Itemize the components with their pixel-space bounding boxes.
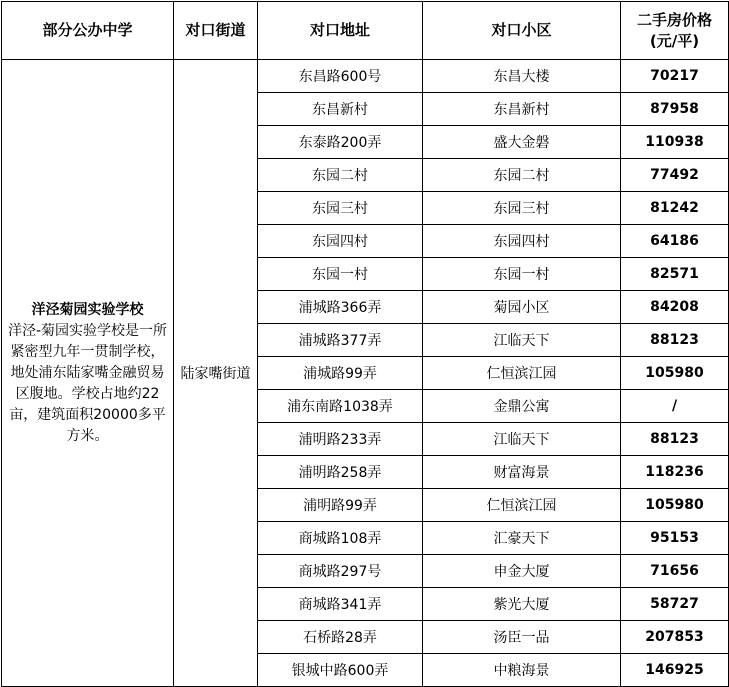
school-cell (2, 60, 174, 687)
price-cell: 110938 (621, 126, 729, 159)
price-cell: 146925 (621, 654, 729, 687)
price-cell: 82571 (621, 258, 729, 291)
address-cell: 商城路108弄 (258, 522, 423, 555)
community-cell: 财富海景 (423, 456, 621, 489)
address-cell: 浦城路366弄 (258, 291, 423, 324)
table-row (2, 60, 729, 93)
header-row (2, 2, 729, 60)
header-price (621, 2, 729, 60)
address-cell: 东园三村 (258, 192, 423, 225)
address-cell: 石桥路28弄 (258, 621, 423, 654)
school-name: 洋泾菊园实验学校 (31, 301, 144, 318)
school-description: 洋泾-菊园实验学校是一所紧密型九年一贯制学校，地处浦东陆家嘴金融贸易区腹地。学校占地约22亩，建筑面积20000多平方米。 (7, 322, 168, 444)
address-cell: 浦城路377弄 (258, 324, 423, 357)
community-cell: 东昌新村 (423, 93, 621, 126)
price-cell: 118236 (621, 456, 729, 489)
community-cell: 江临天下 (423, 324, 621, 357)
price-cell: 77492 (621, 159, 729, 192)
header-school: 部分公办中学 (2, 2, 174, 60)
price-cell: 64186 (621, 225, 729, 258)
community-cell: 菊园小区 (423, 291, 621, 324)
address-cell: 东园四村 (258, 225, 423, 258)
community-cell: 汤臣一品 (423, 621, 621, 654)
address-cell: 东昌路600号 (258, 60, 423, 93)
price-cell: 81242 (621, 192, 729, 225)
price-cell: 95153 (621, 522, 729, 555)
community-cell: 金鼎公寓 (423, 390, 621, 423)
header-community: 对口小区 (423, 2, 621, 60)
price-cell: 105980 (621, 357, 729, 390)
address-cell: 银城中路600弄 (258, 654, 423, 687)
address-cell: 浦城路99弄 (258, 357, 423, 390)
address-cell: 商城路341弄 (258, 588, 423, 621)
price-cell: 70217 (621, 60, 729, 93)
address-cell: 浦东南路1038弄 (258, 390, 423, 423)
price-cell: 207853 (621, 621, 729, 654)
price-cell: 88123 (621, 423, 729, 456)
address-cell: 东泰路200弄 (258, 126, 423, 159)
community-cell: 申金大厦 (423, 555, 621, 588)
header-address: 对口地址 (258, 2, 423, 60)
address-cell: 商城路297号 (258, 555, 423, 588)
community-cell: 仁恒滨江园 (423, 489, 621, 522)
community-cell: 江临天下 (423, 423, 621, 456)
community-cell: 东园一村 (423, 258, 621, 291)
community-cell: 东园二村 (423, 159, 621, 192)
address-cell: 东昌新村 (258, 93, 423, 126)
address-cell: 东园一村 (258, 258, 423, 291)
header-price-line1: 二手房价格 (636, 10, 712, 29)
price-cell: 105980 (621, 489, 729, 522)
header-street: 对口街道 (174, 2, 258, 60)
community-cell: 东昌大楼 (423, 60, 621, 93)
price-cell: / (621, 390, 729, 423)
price-cell: 87958 (621, 93, 729, 126)
street-cell: 陆家嘴街道 (174, 60, 258, 687)
address-cell: 浦明路99弄 (258, 489, 423, 522)
community-cell: 东园四村 (423, 225, 621, 258)
community-cell: 紫光大厦 (423, 588, 621, 621)
price-cell: 71656 (621, 555, 729, 588)
address-cell: 浦明路233弄 (258, 423, 423, 456)
price-cell: 88123 (621, 324, 729, 357)
community-cell: 仁恒滨江园 (423, 357, 621, 390)
address-cell: 东园二村 (258, 159, 423, 192)
community-cell: 汇豪天下 (423, 522, 621, 555)
table-body (2, 60, 729, 687)
community-cell: 东园三村 (423, 192, 621, 225)
header-price-line2: (元/平) (649, 31, 700, 50)
price-cell: 84208 (621, 291, 729, 324)
community-cell: 盛大金磐 (423, 126, 621, 159)
address-cell: 浦明路258弄 (258, 456, 423, 489)
price-cell: 58727 (621, 588, 729, 621)
school-district-table (1, 1, 729, 687)
community-cell: 中粮海景 (423, 654, 621, 687)
